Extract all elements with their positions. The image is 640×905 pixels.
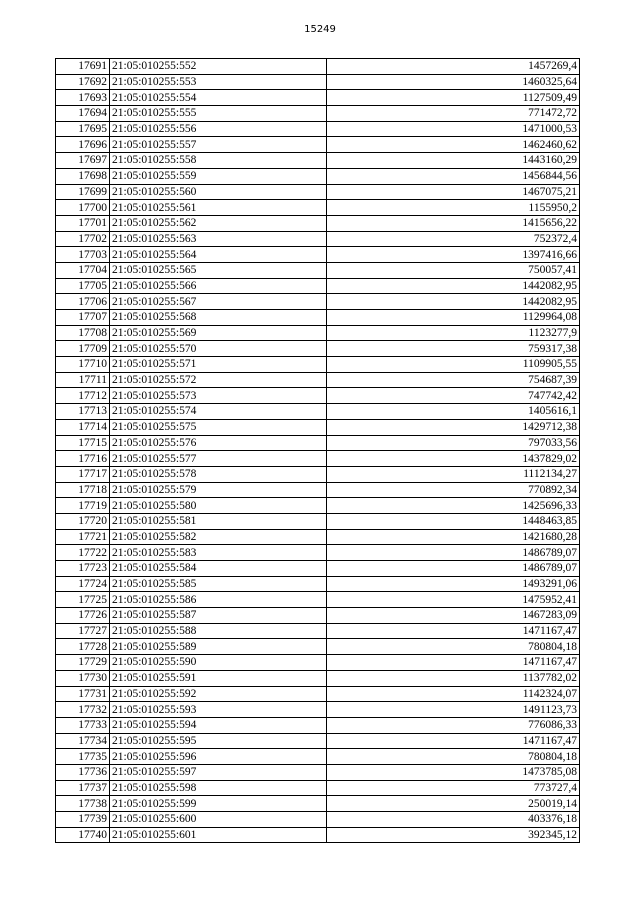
row-number-cell: 17704 <box>56 262 110 278</box>
table-row <box>56 796 580 812</box>
table-row <box>56 106 580 122</box>
row-number-cell: 17724 <box>56 576 110 592</box>
cadastral-number-cell: 21:05:010255:584 <box>110 561 327 577</box>
row-number-cell: 17736 <box>56 764 110 780</box>
cadastral-number-cell: 21:05:010255:567 <box>110 294 327 310</box>
table-row <box>56 733 580 749</box>
cadastral-value-cell: 1467075,21 <box>327 184 580 200</box>
table-row <box>56 435 580 451</box>
row-number-cell: 17703 <box>56 247 110 263</box>
cadastral-number-cell: 21:05:010255:582 <box>110 529 327 545</box>
cadastral-value-cell: 1405616,1 <box>327 404 580 420</box>
table-row <box>56 561 580 577</box>
cadastral-number-cell: 21:05:010255:569 <box>110 325 327 341</box>
cadastral-number-cell: 21:05:010255:580 <box>110 498 327 514</box>
table-row <box>56 812 580 828</box>
cadastral-number-cell: 21:05:010255:597 <box>110 764 327 780</box>
row-number-cell: 17731 <box>56 686 110 702</box>
table-row <box>56 59 580 75</box>
table-row <box>56 419 580 435</box>
cadastral-number-cell: 21:05:010255:589 <box>110 639 327 655</box>
table-row <box>56 357 580 373</box>
cadastral-number-cell: 21:05:010255:554 <box>110 90 327 106</box>
cadastral-value-cell: 752372,4 <box>327 231 580 247</box>
cadastral-number-cell: 21:05:010255:577 <box>110 451 327 467</box>
table-row <box>56 702 580 718</box>
row-number-cell: 17721 <box>56 529 110 545</box>
cadastral-value-cell: 1425696,33 <box>327 498 580 514</box>
table-row <box>56 372 580 388</box>
cadastral-number-cell: 21:05:010255:598 <box>110 780 327 796</box>
cadastral-value-cell: 1491123,73 <box>327 702 580 718</box>
cadastral-value-cell: 1109905,55 <box>327 357 580 373</box>
table-row <box>56 215 580 231</box>
row-number-cell: 17691 <box>56 59 110 75</box>
table-row <box>56 121 580 137</box>
table-row <box>56 827 580 843</box>
cadastral-value-cell: 1460325,64 <box>327 74 580 90</box>
cadastral-value-cell: 770892,34 <box>327 482 580 498</box>
cadastral-value-cell: 1421680,28 <box>327 529 580 545</box>
cadastral-value-cell: 773727,4 <box>327 780 580 796</box>
cadastral-value-cell: 754687,39 <box>327 372 580 388</box>
row-number-cell: 17696 <box>56 137 110 153</box>
cadastral-value-cell: 1462460,62 <box>327 137 580 153</box>
row-number-cell: 17714 <box>56 419 110 435</box>
cadastral-value-cell: 1155950,2 <box>327 200 580 216</box>
table-row <box>56 717 580 733</box>
row-number-cell: 17737 <box>56 780 110 796</box>
cadastral-number-cell: 21:05:010255:561 <box>110 200 327 216</box>
cadastral-number-cell: 21:05:010255:560 <box>110 184 327 200</box>
row-number-cell: 17711 <box>56 372 110 388</box>
row-number-cell: 17719 <box>56 498 110 514</box>
row-number-cell: 17732 <box>56 702 110 718</box>
cadastral-value-cell: 1471167,47 <box>327 733 580 749</box>
records-table-body <box>56 59 580 843</box>
table-row <box>56 529 580 545</box>
table-row <box>56 200 580 216</box>
row-number-cell: 17722 <box>56 545 110 561</box>
cadastral-value-cell: 776086,33 <box>327 717 580 733</box>
row-number-cell: 17700 <box>56 200 110 216</box>
cadastral-value-cell: 1493291,06 <box>327 576 580 592</box>
table-row <box>56 655 580 671</box>
row-number-cell: 17716 <box>56 451 110 467</box>
cadastral-number-cell: 21:05:010255:595 <box>110 733 327 749</box>
row-number-cell: 17729 <box>56 655 110 671</box>
row-number-cell: 17713 <box>56 404 110 420</box>
cadastral-number-cell: 21:05:010255:559 <box>110 168 327 184</box>
table-row <box>56 608 580 624</box>
cadastral-value-cell: 1471167,47 <box>327 623 580 639</box>
cadastral-number-cell: 21:05:010255:601 <box>110 827 327 843</box>
row-number-cell: 17707 <box>56 310 110 326</box>
cadastral-number-cell: 21:05:010255:596 <box>110 749 327 765</box>
cadastral-number-cell: 21:05:010255:578 <box>110 466 327 482</box>
cadastral-number-cell: 21:05:010255:571 <box>110 357 327 373</box>
cadastral-value-cell: 1448463,85 <box>327 513 580 529</box>
cadastral-number-cell: 21:05:010255:564 <box>110 247 327 263</box>
row-number-cell: 17738 <box>56 796 110 812</box>
cadastral-value-cell: 1123277,9 <box>327 325 580 341</box>
cadastral-number-cell: 21:05:010255:553 <box>110 74 327 90</box>
cadastral-value-cell: 750057,41 <box>327 262 580 278</box>
row-number-cell: 17695 <box>56 121 110 137</box>
table-row <box>56 74 580 90</box>
table-row <box>56 482 580 498</box>
cadastral-number-cell: 21:05:010255:562 <box>110 215 327 231</box>
row-number-cell: 17735 <box>56 749 110 765</box>
records-table <box>55 58 580 843</box>
cadastral-value-cell: 1137782,02 <box>327 670 580 686</box>
row-number-cell: 17740 <box>56 827 110 843</box>
cadastral-number-cell: 21:05:010255:581 <box>110 513 327 529</box>
cadastral-value-cell: 771472,72 <box>327 106 580 122</box>
cadastral-value-cell: 1437829,02 <box>327 451 580 467</box>
row-number-cell: 17715 <box>56 435 110 451</box>
table-row <box>56 513 580 529</box>
cadastral-number-cell: 21:05:010255:591 <box>110 670 327 686</box>
cadastral-number-cell: 21:05:010255:552 <box>110 59 327 75</box>
cadastral-number-cell: 21:05:010255:566 <box>110 278 327 294</box>
cadastral-value-cell: 1475952,41 <box>327 592 580 608</box>
table-row <box>56 466 580 482</box>
cadastral-number-cell: 21:05:010255:583 <box>110 545 327 561</box>
cadastral-value-cell: 1471167,47 <box>327 655 580 671</box>
row-number-cell: 17693 <box>56 90 110 106</box>
row-number-cell: 17728 <box>56 639 110 655</box>
row-number-cell: 17734 <box>56 733 110 749</box>
table-row <box>56 404 580 420</box>
row-number-cell: 17717 <box>56 466 110 482</box>
cadastral-number-cell: 21:05:010255:593 <box>110 702 327 718</box>
row-number-cell: 17694 <box>56 106 110 122</box>
row-number-cell: 17739 <box>56 812 110 828</box>
table-row <box>56 247 580 263</box>
cadastral-value-cell: 250019,14 <box>327 796 580 812</box>
cadastral-number-cell: 21:05:010255:572 <box>110 372 327 388</box>
table-row <box>56 576 580 592</box>
cadastral-number-cell: 21:05:010255:558 <box>110 153 327 169</box>
cadastral-value-cell: 1127509,49 <box>327 90 580 106</box>
table-row <box>56 592 580 608</box>
cadastral-value-cell: 1129964,08 <box>327 310 580 326</box>
row-number-cell: 17701 <box>56 215 110 231</box>
row-number-cell: 17698 <box>56 168 110 184</box>
cadastral-value-cell: 759317,38 <box>327 341 580 357</box>
row-number-cell: 17697 <box>56 153 110 169</box>
cadastral-value-cell: 1467283,09 <box>327 608 580 624</box>
cadastral-value-cell: 1471000,53 <box>327 121 580 137</box>
page-number: 15249 <box>304 24 336 35</box>
row-number-cell: 17712 <box>56 388 110 404</box>
cadastral-number-cell: 21:05:010255:556 <box>110 121 327 137</box>
cadastral-value-cell: 1397416,66 <box>327 247 580 263</box>
cadastral-number-cell: 21:05:010255:590 <box>110 655 327 671</box>
table-row <box>56 498 580 514</box>
cadastral-number-cell: 21:05:010255:599 <box>110 796 327 812</box>
cadastral-value-cell: 1456844,56 <box>327 168 580 184</box>
cadastral-value-cell: 1112134,27 <box>327 466 580 482</box>
cadastral-number-cell: 21:05:010255:575 <box>110 419 327 435</box>
cadastral-value-cell: 1473785,08 <box>327 764 580 780</box>
table-row <box>56 749 580 765</box>
row-number-cell: 17708 <box>56 325 110 341</box>
cadastral-number-cell: 21:05:010255:594 <box>110 717 327 733</box>
cadastral-value-cell: 1442082,95 <box>327 294 580 310</box>
row-number-cell: 17725 <box>56 592 110 608</box>
row-number-cell: 17706 <box>56 294 110 310</box>
cadastral-number-cell: 21:05:010255:555 <box>110 106 327 122</box>
cadastral-number-cell: 21:05:010255:588 <box>110 623 327 639</box>
row-number-cell: 17733 <box>56 717 110 733</box>
table-row <box>56 764 580 780</box>
table-row <box>56 451 580 467</box>
table-row <box>56 231 580 247</box>
row-number-cell: 17710 <box>56 357 110 373</box>
cadastral-number-cell: 21:05:010255:586 <box>110 592 327 608</box>
cadastral-value-cell: 1486789,07 <box>327 545 580 561</box>
cadastral-number-cell: 21:05:010255:587 <box>110 608 327 624</box>
row-number-cell: 17705 <box>56 278 110 294</box>
table-row <box>56 341 580 357</box>
cadastral-number-cell: 21:05:010255:576 <box>110 435 327 451</box>
table-row <box>56 184 580 200</box>
table-row <box>56 153 580 169</box>
table-row <box>56 639 580 655</box>
row-number-cell: 17709 <box>56 341 110 357</box>
row-number-cell: 17723 <box>56 561 110 577</box>
table-row <box>56 780 580 796</box>
row-number-cell: 17727 <box>56 623 110 639</box>
row-number-cell: 17702 <box>56 231 110 247</box>
cadastral-number-cell: 21:05:010255:563 <box>110 231 327 247</box>
cadastral-value-cell: 797033,56 <box>327 435 580 451</box>
row-number-cell: 17726 <box>56 608 110 624</box>
row-number-cell: 17692 <box>56 74 110 90</box>
cadastral-number-cell: 21:05:010255:570 <box>110 341 327 357</box>
row-number-cell: 17718 <box>56 482 110 498</box>
table-row <box>56 168 580 184</box>
cadastral-value-cell: 1457269,4 <box>327 59 580 75</box>
table-row <box>56 325 580 341</box>
table-row <box>56 310 580 326</box>
cadastral-number-cell: 21:05:010255:557 <box>110 137 327 153</box>
cadastral-value-cell: 747742,42 <box>327 388 580 404</box>
cadastral-value-cell: 392345,12 <box>327 827 580 843</box>
table-row <box>56 262 580 278</box>
cadastral-number-cell: 21:05:010255:573 <box>110 388 327 404</box>
table-row <box>56 137 580 153</box>
cadastral-number-cell: 21:05:010255:592 <box>110 686 327 702</box>
table-row <box>56 90 580 106</box>
cadastral-number-cell: 21:05:010255:585 <box>110 576 327 592</box>
cadastral-value-cell: 403376,18 <box>327 812 580 828</box>
cadastral-value-cell: 780804,18 <box>327 749 580 765</box>
table-row <box>56 294 580 310</box>
table-row <box>56 278 580 294</box>
cadastral-value-cell: 1142324,07 <box>327 686 580 702</box>
cadastral-value-cell: 1442082,95 <box>327 278 580 294</box>
cadastral-number-cell: 21:05:010255:568 <box>110 310 327 326</box>
table-row <box>56 623 580 639</box>
cadastral-number-cell: 21:05:010255:600 <box>110 812 327 828</box>
table-row <box>56 545 580 561</box>
cadastral-value-cell: 1429712,38 <box>327 419 580 435</box>
cadastral-value-cell: 1415656,22 <box>327 215 580 231</box>
row-number-cell: 17699 <box>56 184 110 200</box>
row-number-cell: 17720 <box>56 513 110 529</box>
cadastral-number-cell: 21:05:010255:565 <box>110 262 327 278</box>
table-row <box>56 670 580 686</box>
cadastral-value-cell: 1443160,29 <box>327 153 580 169</box>
table-row <box>56 686 580 702</box>
cadastral-value-cell: 780804,18 <box>327 639 580 655</box>
table-row <box>56 388 580 404</box>
cadastral-number-cell: 21:05:010255:579 <box>110 482 327 498</box>
row-number-cell: 17730 <box>56 670 110 686</box>
cadastral-number-cell: 21:05:010255:574 <box>110 404 327 420</box>
cadastral-value-cell: 1486789,07 <box>327 561 580 577</box>
